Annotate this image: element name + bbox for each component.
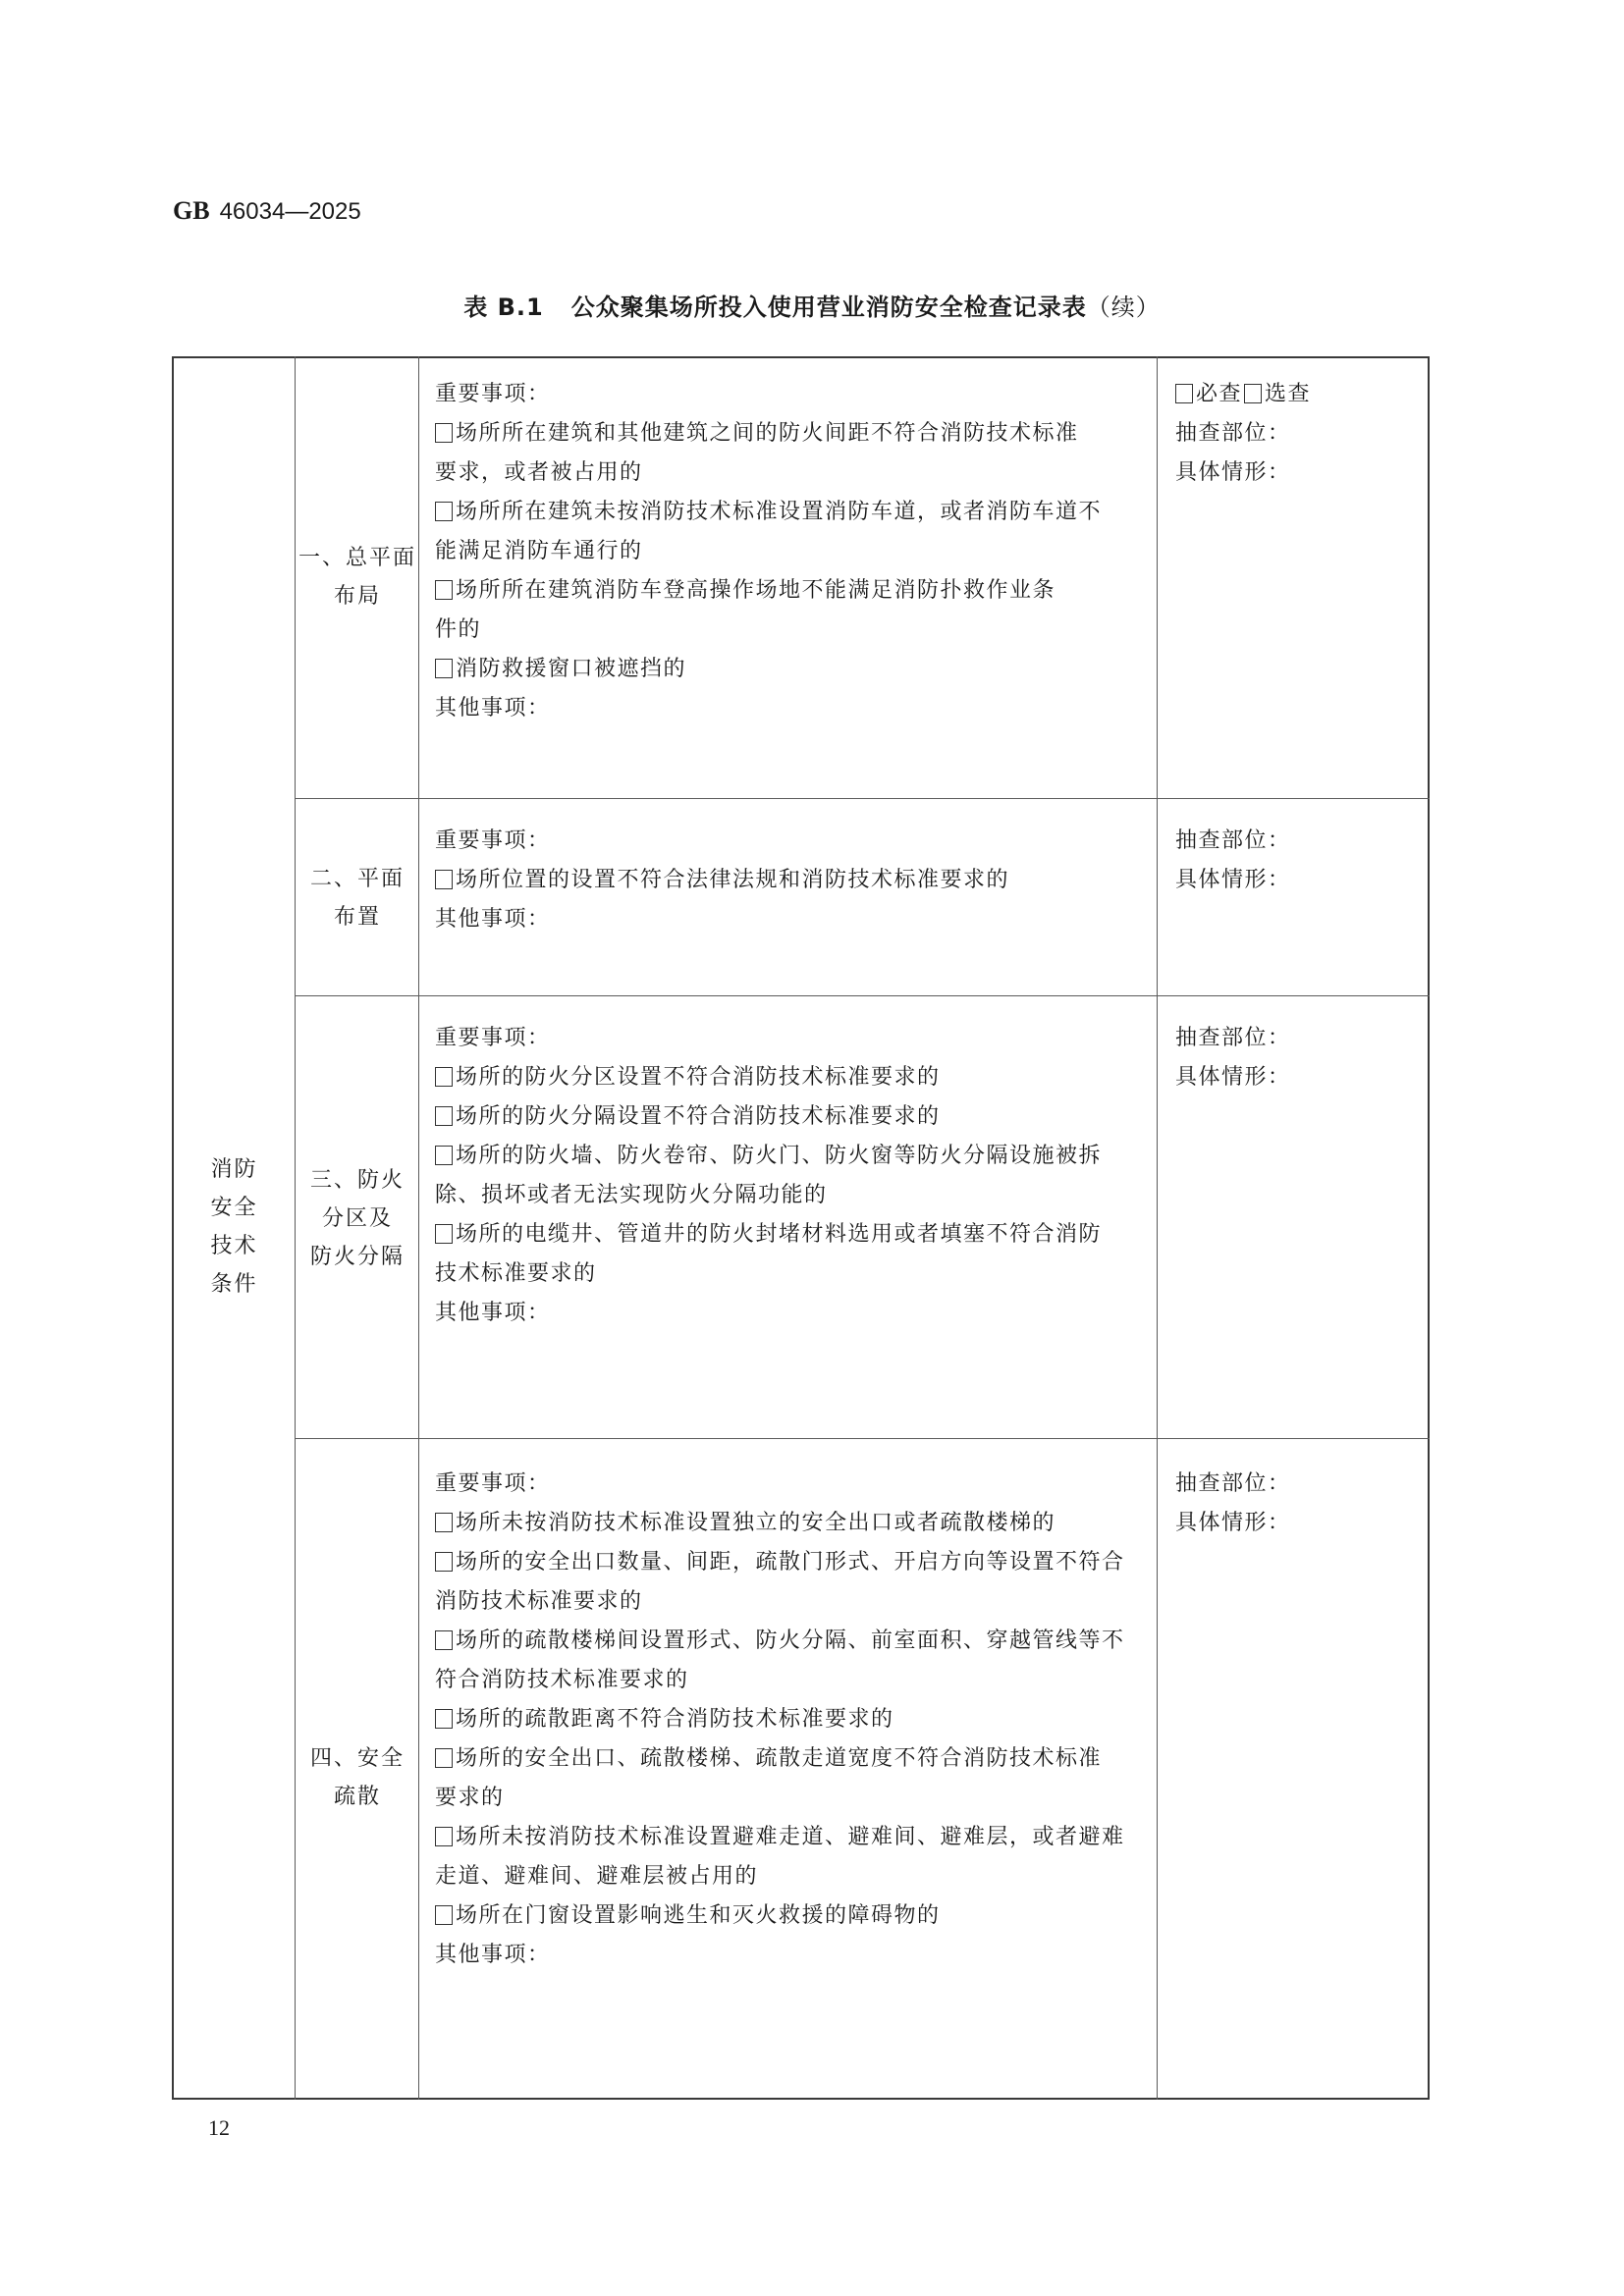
column-divider [1157, 356, 1158, 2100]
other-label: 其他事项： [435, 1943, 551, 1967]
check-item[interactable] [435, 493, 1102, 532]
checkbox-icon[interactable] [435, 870, 453, 889]
section-label-line: 布置 [333, 905, 381, 930]
checkbox-icon[interactable] [435, 1224, 453, 1244]
section-notes-fire-compartment [1175, 1019, 1291, 1097]
checkbox-icon[interactable] [435, 580, 453, 600]
important-label: 重要事项： [435, 1471, 551, 1496]
section-label-line: 一、总平面 [298, 546, 416, 570]
check-item-text: 场所所在建筑和其他建筑之间的防火间距不符合消防技术标准 [456, 421, 1079, 446]
important-label: 重要事项： [435, 1026, 551, 1050]
checkbox-icon[interactable] [435, 423, 453, 443]
section-notes-general-layout [1175, 375, 1311, 493]
row-divider [296, 995, 1430, 996]
section-label-line: 二、平面 [309, 867, 405, 891]
check-item[interactable] [435, 1215, 1102, 1255]
check-item-text: 技术标准要求的 [435, 1261, 597, 1286]
column-divider [418, 356, 419, 2100]
continued-marker: （续） [1086, 294, 1161, 321]
check-item-text: 要求的 [435, 1786, 505, 1810]
check-item-text: 场所所在建筑未按消防技术标准设置消防车道，或者消防车道不 [456, 500, 1103, 524]
table-label: 表 B.1 [463, 294, 544, 321]
check-item-text: 场所在门窗设置影响逃生和灭火救援的障碍物的 [456, 1903, 941, 1928]
row-divider [296, 798, 1430, 799]
check-item-text: 场所的疏散楼梯间设置形式、防火分隔、前室面积、穿越管线等不 [456, 1629, 1125, 1653]
optional-checkbox-icon[interactable] [1244, 384, 1262, 403]
section-label-floor-layout [297, 860, 418, 936]
row-divider [296, 1438, 1430, 1439]
section-label-fire-compartment [297, 1161, 418, 1276]
category-line: 技术 [210, 1234, 258, 1258]
section-label-line: 三、防火 [309, 1168, 405, 1193]
section-items-fire-compartment [435, 1019, 1102, 1333]
section-items-evacuation [435, 1465, 1125, 1975]
table-title-text: 公众聚集场所投入使用营业消防安全检查记录表 [570, 294, 1087, 321]
required-checkbox-icon[interactable] [1175, 384, 1193, 403]
check-item-text: 场所的疏散距离不符合消防技术标准要求的 [456, 1707, 894, 1732]
check-item[interactable] [435, 1058, 1102, 1097]
check-item[interactable] [435, 861, 1009, 900]
check-item[interactable] [435, 1543, 1125, 1582]
section-notes-floor-layout [1175, 822, 1291, 900]
checkbox-icon[interactable] [435, 1905, 453, 1925]
spot-check-label: 抽查部位： [1175, 421, 1291, 446]
check-item-text: 场所的防火分区设置不符合消防技术标准要求的 [456, 1065, 941, 1090]
check-item-text: 场所未按消防技术标准设置独立的安全出口或者疏散楼梯的 [456, 1511, 1056, 1535]
other-label: 其他事项： [435, 907, 551, 932]
check-item-text: 件的 [435, 617, 482, 642]
situation-label: 具体情形： [1175, 460, 1291, 485]
checkbox-icon[interactable] [435, 1106, 453, 1126]
check-item[interactable] [435, 1504, 1125, 1543]
check-item-text: 除、损坏或者无法实现防火分隔功能的 [435, 1183, 828, 1207]
category-line: 消防 [210, 1157, 258, 1182]
category-line: 安全 [210, 1196, 258, 1220]
check-item-text: 场所的安全出口数量、间距，疏散门形式、开启方向等设置不符合 [456, 1550, 1125, 1575]
section-label-general-layout [297, 539, 418, 615]
checkbox-icon[interactable] [435, 1709, 453, 1729]
checkbox-icon[interactable] [435, 502, 453, 521]
checkbox-icon[interactable] [435, 1513, 453, 1532]
section-label-line: 疏散 [333, 1785, 381, 1809]
section-items-floor-layout [435, 822, 1009, 939]
check-item-text: 能满足消防车通行的 [435, 539, 643, 563]
checkbox-icon[interactable] [435, 659, 453, 678]
category-line: 条件 [210, 1272, 258, 1297]
spot-check-label: 抽查部位： [1175, 1026, 1291, 1050]
check-item-text: 场所的安全出口、疏散楼梯、疏散走道宽度不符合消防技术标准 [456, 1746, 1103, 1771]
check-item[interactable] [435, 1818, 1125, 1857]
check-item[interactable] [435, 414, 1102, 454]
check-item[interactable] [435, 1700, 1125, 1739]
section-notes-evacuation [1175, 1465, 1291, 1543]
page-number: 12 [208, 2115, 230, 2140]
situation-label: 具体情形： [1175, 868, 1291, 892]
check-item-text: 场所位置的设置不符合法律法规和消防技术标准要求的 [456, 868, 1010, 892]
column-divider [295, 356, 296, 2100]
check-item-text: 场所未按消防技术标准设置避难走道、避难间、避难层，或者避难 [456, 1825, 1125, 1849]
required-check-label: 必查 [1196, 382, 1243, 406]
check-item-text: 要求，或者被占用的 [435, 460, 643, 485]
checkbox-icon[interactable] [435, 1827, 453, 1846]
situation-label: 具体情形： [1175, 1511, 1291, 1535]
section-items-general-layout [435, 375, 1102, 728]
section-label-line: 四、安全 [309, 1746, 405, 1771]
check-item-text: 消防救援窗口被遮挡的 [456, 657, 687, 681]
check-item-text: 场所的电缆井、管道井的防火封堵材料选用或者填塞不符合消防 [456, 1222, 1103, 1247]
spot-check-label: 抽查部位： [1175, 1471, 1291, 1496]
section-label-line: 分区及 [321, 1206, 393, 1231]
section-label-line: 防火分隔 [309, 1245, 405, 1269]
check-item-text: 符合消防技术标准要求的 [435, 1668, 689, 1692]
table-title [0, 291, 1624, 324]
check-item-text: 场所的防火分隔设置不符合消防技术标准要求的 [456, 1104, 941, 1129]
standard-number: 46034—2025 [219, 198, 361, 225]
check-item[interactable] [435, 571, 1102, 611]
spot-check-label: 抽查部位： [1175, 828, 1291, 853]
section-label-line: 布局 [333, 584, 381, 609]
other-label: 其他事项： [435, 1301, 551, 1325]
checkbox-icon[interactable] [435, 1748, 453, 1768]
important-label: 重要事项： [435, 828, 551, 853]
check-item[interactable] [435, 1739, 1125, 1779]
check-item[interactable] [435, 1622, 1125, 1661]
check-item-text: 场所的防火墙、防火卷帘、防火门、防火窗等防火分隔设施被拆 [456, 1144, 1103, 1168]
standard-prefix: GB [173, 196, 210, 225]
other-label: 其他事项： [435, 696, 551, 721]
check-item[interactable] [435, 1097, 1102, 1137]
check-item-text: 消防技术标准要求的 [435, 1589, 643, 1614]
check-item-text: 场所所在建筑消防车登高操作场地不能满足消防扑救作业条 [456, 578, 1056, 603]
checkbox-icon[interactable] [435, 1630, 453, 1650]
section-label-evacuation [297, 1739, 418, 1816]
check-item-text: 走道、避难间、避难层被占用的 [435, 1864, 759, 1889]
checkbox-icon[interactable] [435, 1146, 453, 1165]
checkbox-icon[interactable] [435, 1067, 453, 1087]
check-item[interactable] [435, 1896, 1125, 1936]
check-item[interactable] [435, 1137, 1102, 1176]
check-item[interactable] [435, 650, 1102, 689]
important-label: 重要事项： [435, 382, 551, 406]
situation-label: 具体情形： [1175, 1065, 1291, 1090]
category-label [174, 1150, 295, 1304]
standard-header [173, 196, 361, 227]
check-type-options [1175, 375, 1311, 414]
optional-check-label: 选查 [1265, 382, 1312, 406]
checkbox-icon[interactable] [435, 1552, 453, 1572]
